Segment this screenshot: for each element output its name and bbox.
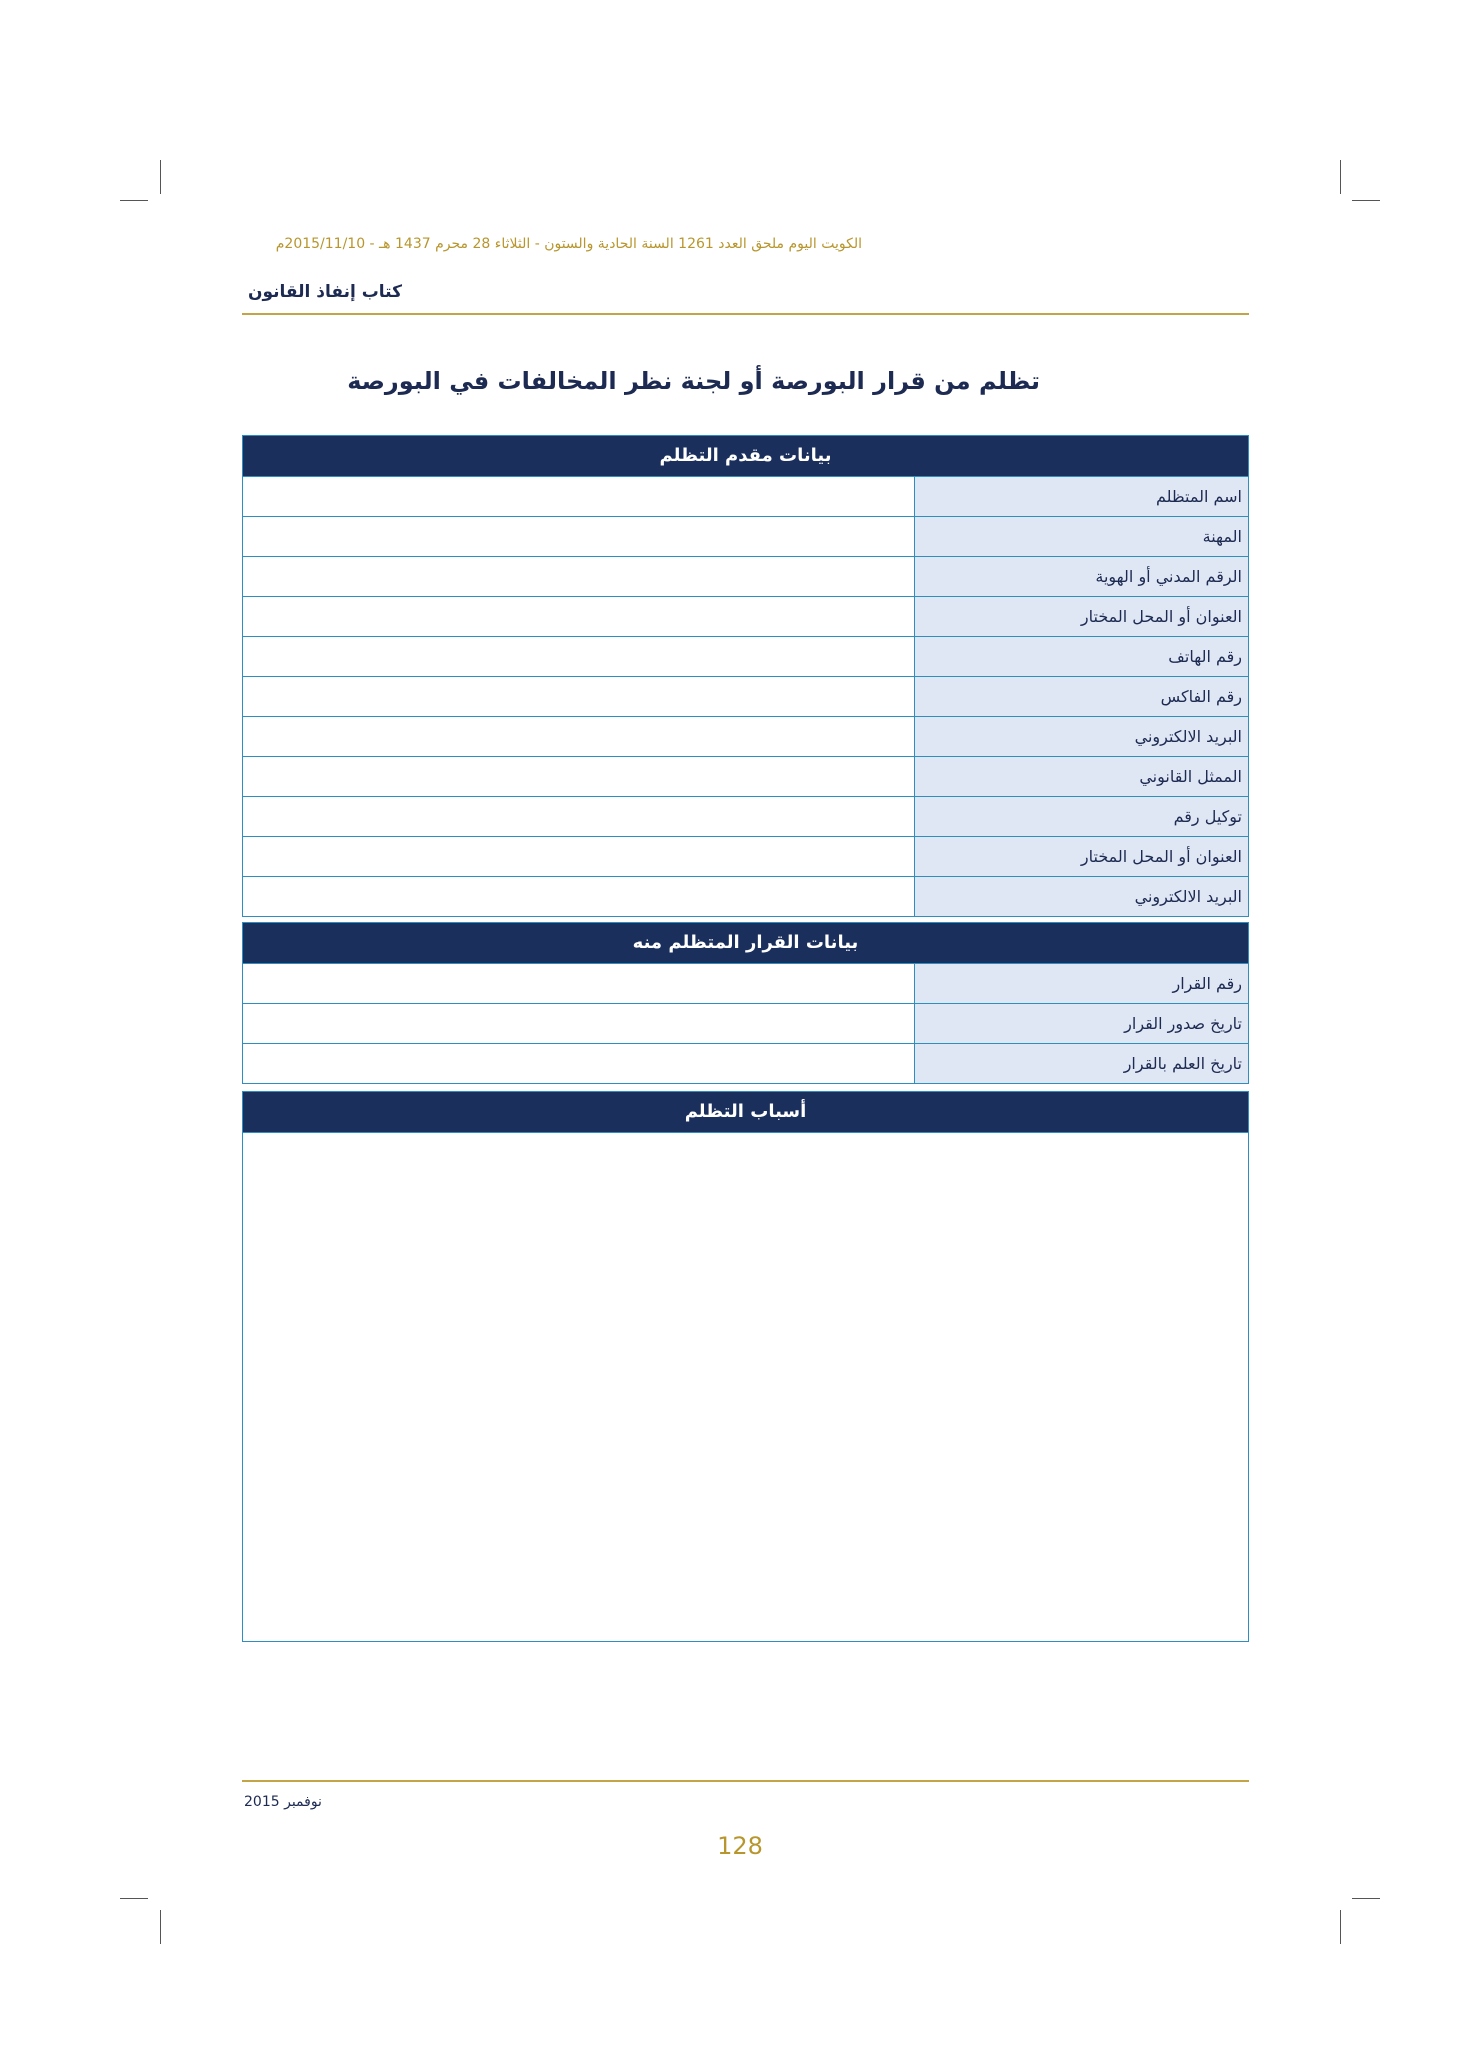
crop-mark (1340, 160, 1341, 194)
section-title: كتاب إنفاذ القانون (247, 282, 402, 302)
field-label: اسم المتظلم (915, 477, 1248, 516)
form-row-email (243, 716, 1248, 756)
phone-field[interactable] (243, 637, 915, 676)
field-label: تاريخ صدور القرار (915, 1004, 1248, 1043)
decision-issue-date-field[interactable] (243, 1004, 915, 1043)
field-label: رقم الهاتف (915, 637, 1248, 676)
field-label: العنوان أو المحل المختار (915, 837, 1248, 876)
decision-number-field[interactable] (243, 964, 915, 1003)
field-label: رقم الفاكس (915, 677, 1248, 716)
footer-divider (242, 1780, 1249, 1782)
crop-mark (1352, 1898, 1380, 1899)
form-row-legal-representative (243, 756, 1248, 796)
applicant-name-field[interactable] (243, 477, 915, 516)
form-row-applicant-name (243, 476, 1248, 516)
footer-date: نوفمبر 2015 (244, 1794, 322, 1810)
field-label: المهنة (915, 517, 1248, 556)
header-divider (242, 313, 1249, 315)
field-label: رقم القرار (915, 964, 1248, 1003)
crop-mark (160, 1910, 161, 1944)
form-row-representative-email (243, 876, 1248, 916)
crop-mark (1352, 200, 1380, 201)
form-row-phone (243, 636, 1248, 676)
civil-id-field[interactable] (243, 557, 915, 596)
form-row-profession (243, 516, 1248, 556)
field-label: البريد الالكتروني (915, 877, 1248, 916)
form-row-representative-address (243, 836, 1248, 876)
reasons-table (242, 1091, 1249, 1642)
document-title: تظلم من قرار البورصة أو لجنة نظر المخالفات في البورصة (347, 367, 1040, 395)
representative-email-field[interactable] (243, 877, 915, 916)
crop-mark (1340, 1910, 1341, 1944)
applicant-section-heading: بيانات مقدم التظلم (243, 436, 1248, 476)
address-field[interactable] (243, 597, 915, 636)
page-number: 128 (717, 1832, 763, 1860)
form-row-decision-issue-date (243, 1003, 1248, 1043)
form-row-power-of-attorney (243, 796, 1248, 836)
crop-mark (120, 1898, 148, 1899)
fax-field[interactable] (243, 677, 915, 716)
field-label: العنوان أو المحل المختار (915, 597, 1248, 636)
crop-mark (160, 160, 161, 194)
reasons-section-heading: أسباب التظلم (243, 1092, 1248, 1132)
email-field[interactable] (243, 717, 915, 756)
applicant-data-table (242, 435, 1249, 917)
form-row-decision-notice-date (243, 1043, 1248, 1083)
form-row-fax (243, 676, 1248, 716)
profession-field[interactable] (243, 517, 915, 556)
power-of-attorney-field[interactable] (243, 797, 915, 836)
gazette-header-line: الكويت اليوم ملحق العدد 1261 السنة الحادية والستون - الثلاثاء 28 محرم 1437 هـ - 2015/11/10م (275, 236, 862, 252)
field-label: البريد الالكتروني (915, 717, 1248, 756)
crop-mark (120, 200, 148, 201)
decision-data-table (242, 922, 1249, 1084)
form-row-civil-id (243, 556, 1248, 596)
legal-representative-field[interactable] (243, 757, 915, 796)
representative-address-field[interactable] (243, 837, 915, 876)
field-label: الرقم المدني أو الهوية (915, 557, 1248, 596)
decision-section-heading: بيانات القرار المتظلم منه (243, 923, 1248, 963)
decision-notice-date-field[interactable] (243, 1044, 915, 1083)
form-row-address (243, 596, 1248, 636)
reasons-text-area[interactable] (243, 1132, 1248, 1641)
form-row-decision-number (243, 963, 1248, 1003)
field-label: تاريخ العلم بالقرار (915, 1044, 1248, 1083)
field-label: الممثل القانوني (915, 757, 1248, 796)
field-label: توكيل رقم (915, 797, 1248, 836)
